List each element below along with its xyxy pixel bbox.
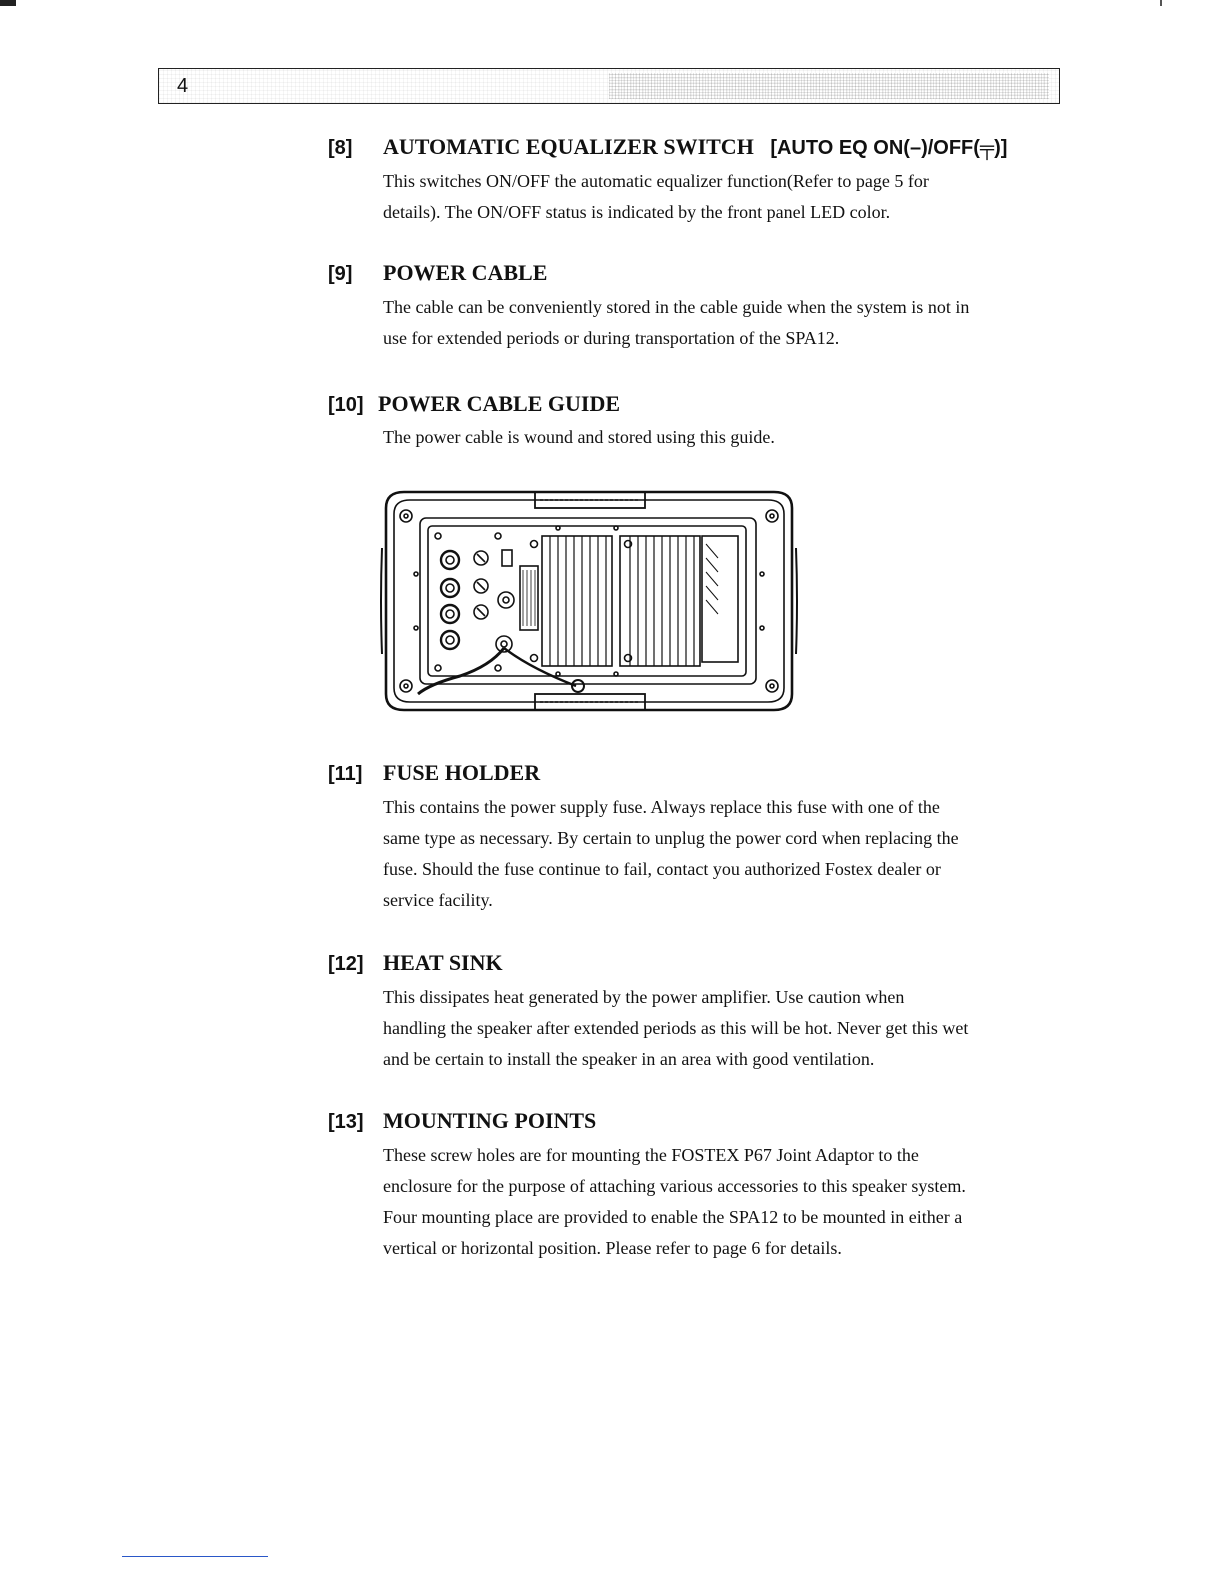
body-line: This contains the power supply fuse. Always replace this fuse with one of the [383, 797, 940, 817]
body-line: The cable can be conveniently stored in the cable guide when the system is not in [383, 297, 970, 317]
page-number: 4 [177, 75, 189, 97]
body-line: These screw holes are for mounting the FOSTEX P67 Joint Adaptor to the [383, 1145, 919, 1165]
body-line: details). The ON/OFF status is indicated by the front panel LED color. [383, 202, 891, 222]
body-line: The power cable is wound and stored using this guide. [383, 427, 775, 447]
header-hatch-pattern [609, 73, 1049, 99]
section-number: [10] [328, 394, 364, 416]
speaker-rear-panel-illustration-icon [380, 488, 798, 714]
body-line: and be certain to install the speaker in an area with good ventilation. [383, 1049, 875, 1069]
body-line: service facility. [383, 890, 493, 910]
page-header-bar [158, 68, 1060, 104]
section-title [383, 134, 1007, 160]
body-line: vertical or horizontal position. Please refer to page 6 for details. [383, 1238, 842, 1258]
body-line: use for extended periods or during transportation of the SPA12. [383, 328, 840, 348]
section-title: HEAT SINK [383, 950, 503, 975]
section-title-text: AUTOMATIC EQUALIZER SWITCH [383, 134, 754, 159]
body-line: fuse. Should the fuse continue to fail, contact you authorized Fostex dealer or [383, 859, 941, 879]
section-title: POWER CABLE GUIDE [378, 391, 621, 416]
section-title: FUSE HOLDER [383, 760, 541, 785]
section-number: [9] [328, 263, 353, 285]
speaker-rear-panel-figure [380, 488, 798, 714]
section-body [383, 982, 1053, 1075]
footer-rule [122, 1556, 268, 1557]
section-number: [12] [328, 953, 364, 975]
body-line: handling the speaker after extended periods as this will be hot. Never get this wet [383, 1018, 969, 1038]
section-number: [8] [328, 137, 353, 159]
body-line: This switches ON/OFF the automatic equalizer function(Refer to page 5 for [383, 171, 929, 191]
section-body [383, 1140, 1053, 1264]
section-title: MOUNTING POINTS [383, 1108, 597, 1133]
scan-corner-mark [0, 0, 16, 6]
scan-corner-dot [1160, 0, 1162, 6]
body-line: enclosure for the purpose of attaching various accessories to this speaker system. [383, 1176, 966, 1196]
section-title-suffix: [AUTO EQ ON(–)/OFF(╤)] [770, 137, 1008, 159]
section-number: [11] [328, 763, 363, 785]
section-title: POWER CABLE [383, 260, 548, 285]
section-body [383, 422, 1053, 453]
body-line: Four mounting place are provided to enable the SPA12 to be mounted in either a [383, 1207, 963, 1227]
section-body [383, 166, 1053, 228]
body-line: This dissipates heat generated by the power amplifier. Use caution when [383, 987, 905, 1007]
section-body [383, 292, 1053, 354]
body-line: same type as necessary. By certain to unplug the power cord when replacing the [383, 828, 959, 848]
section-number: [13] [328, 1111, 364, 1133]
section-body [383, 792, 1053, 916]
